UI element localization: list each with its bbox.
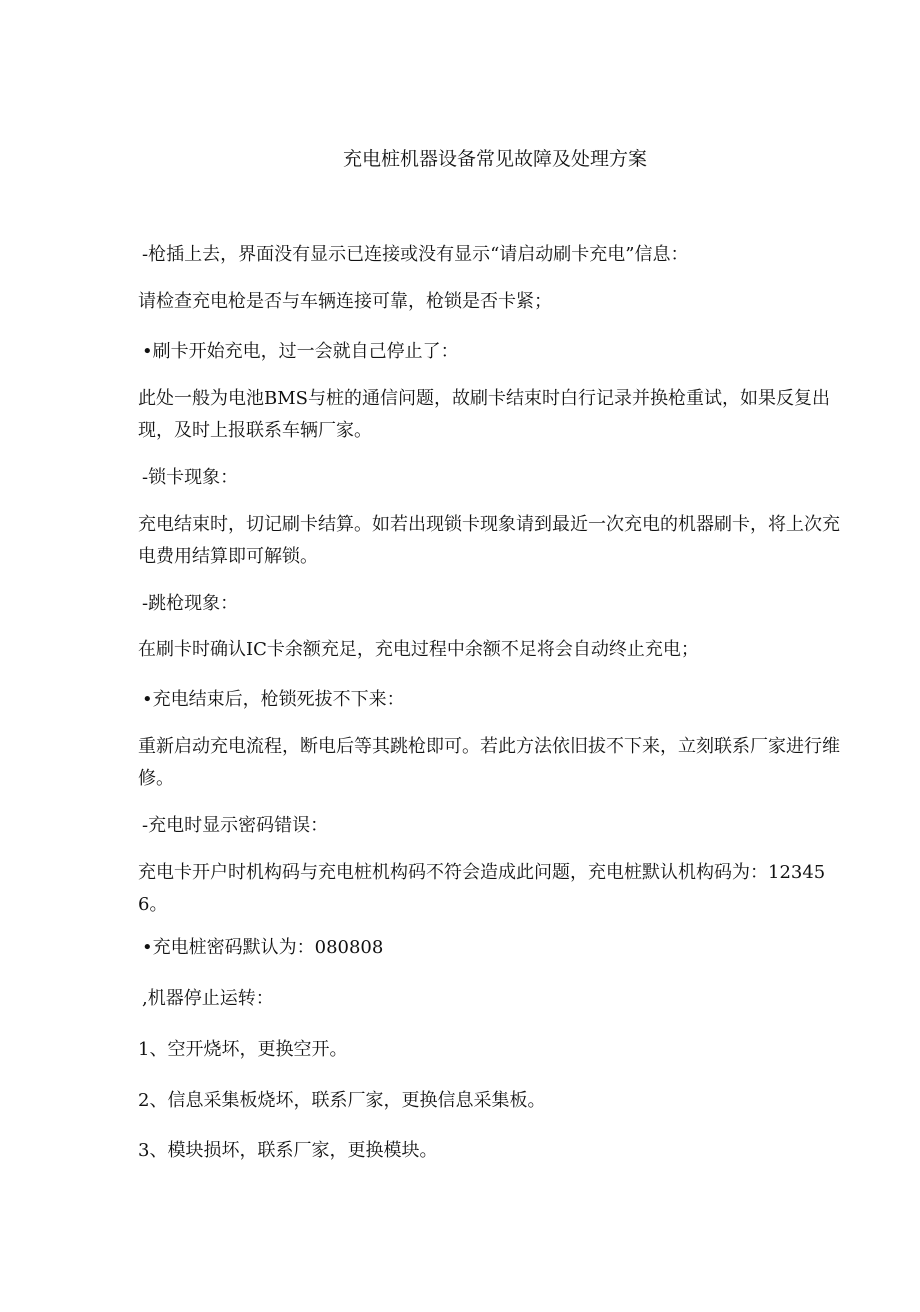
list-item-1: 1、空开烧坏，更换空开。 [138, 1039, 348, 1060]
paragraph-gun-not-connected: -枪插上去，界面没有显示已连接或没有显示“请启动刷卡充电”信息： [142, 244, 689, 265]
paragraph-machine-stops: ,机器停止运转： [142, 988, 274, 1009]
paragraph-default-password: •充电桩密码默认为：080808 [142, 937, 384, 958]
paragraph-check-gun: 请检查充电枪是否与车辆连接可靠，枪锁是否卡紧； [138, 291, 552, 312]
paragraph-org-code: 充电卡开户时机构码与充电桩机构码不符会造成此问题，充电桩默认机构码为：123456。 [138, 862, 826, 915]
list-item-3: 3、模块损坏，联系厂家，更换模块。 [138, 1140, 438, 1161]
paragraph-bms-issue: 此处一般为电池BMS与桩的通信问题，故刷卡结束时白行记录并换枪重试，如果反复出现，及时上报联系车辆厂家。 [138, 388, 830, 441]
paragraph-charging-stops: •刷卡开始充电，过一会就自己停止了： [142, 341, 459, 362]
paragraph-card-lock: -锁卡现象： [142, 467, 239, 488]
paragraph-password-error: -充电时显示密码错误： [142, 815, 329, 836]
paragraph-ic-card-balance: 在刷卡时确认IC卡余额充足，充电过程中余额不足将会自动终止充电； [138, 639, 699, 660]
paragraph-gun-stuck: •充电结束后，枪锁死拔不下来： [142, 689, 405, 710]
paragraph-card-lock-solution: 充电结束时，切记刷卡结算。如若出现锁卡现象请到最近一次充电的机器刷卡，将上次充电费用结算即可解锁。 [138, 514, 840, 567]
document-title: 充电桩机器设备常见故障及处理方案 [342, 148, 647, 170]
paragraph-gun-trip: -跳枪现象： [142, 593, 239, 614]
list-item-2: 2、信息采集板烧坏，联系厂家，更换信息采集板。 [138, 1090, 546, 1111]
paragraph-restart-process: 重新启动充电流程，断电后等其跳枪即可。若此方法依旧拔不下来，立刻联系厂家进行维修。 [138, 736, 840, 789]
